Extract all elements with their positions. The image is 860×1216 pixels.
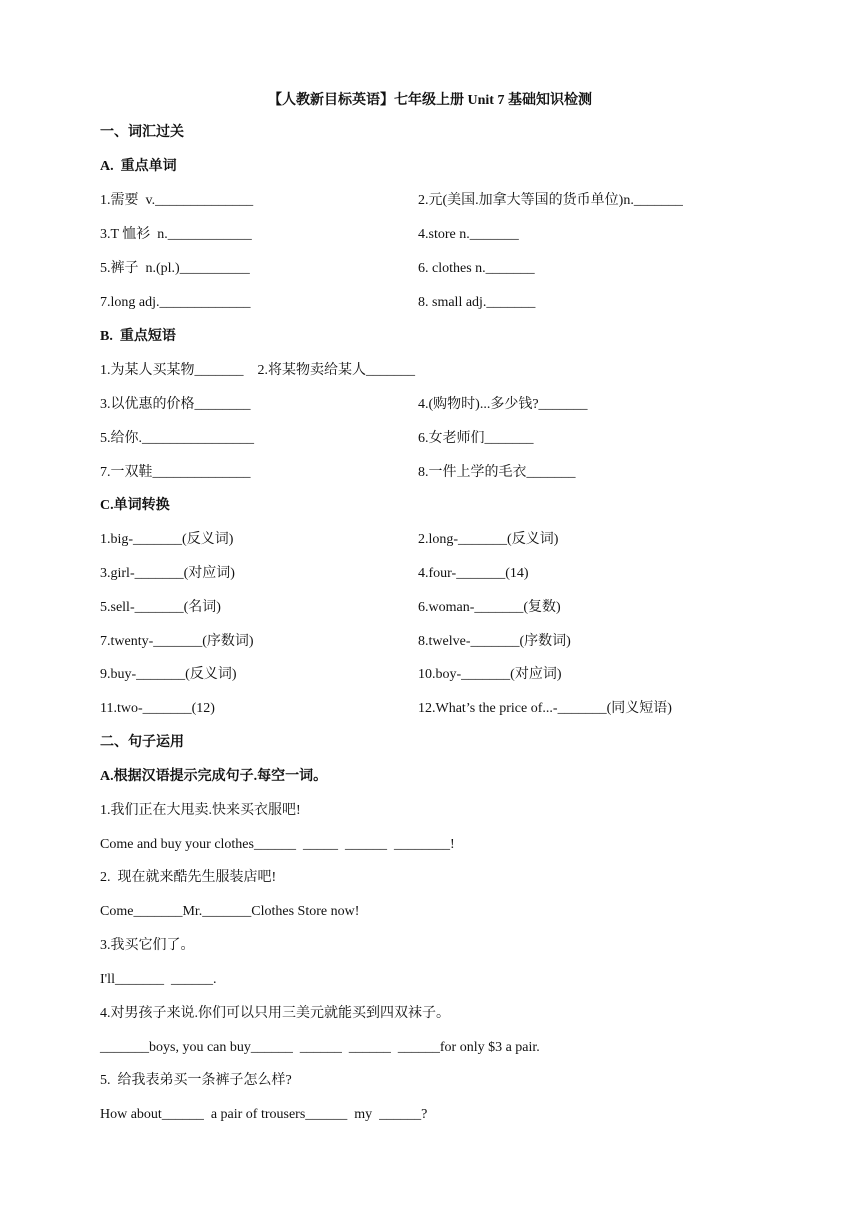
phrase-item: 8.一件上学的毛衣_______ <box>418 465 576 480</box>
sentence-prompt: 5. 给我表弟买一条裤子怎么样? <box>100 1073 292 1088</box>
conversion-item: 7.twenty-_______(序数词) <box>100 634 254 649</box>
subsection-complete-sentences-heading: A.根据汉语提示完成句子.每空一词。 <box>100 769 328 784</box>
phrase-item: 3.以优惠的价格________ <box>100 397 251 412</box>
sentence-prompt: 1.我们正在大甩卖.快来买衣服吧! <box>100 803 301 818</box>
sentence-blank: _______boys, you can buy______ ______ ______ ______for only $3 a pair. <box>100 1040 540 1055</box>
phrase-item: 4.(购物时)...多少钱?_______ <box>418 397 588 412</box>
conversion-item: 1.big-_______(反义词) <box>100 532 234 547</box>
sentence-prompt: 4.对男孩子来说.你们可以只用三美元就能买到四双袜子。 <box>100 1006 450 1021</box>
word-item: 2.元(美国.加拿大等国的货币单位)n._______ <box>418 193 683 208</box>
word-item: 4.store n._______ <box>418 227 519 242</box>
subsection-word-conversion-heading: C.单词转换 <box>100 498 170 513</box>
conversion-item: 12.What’s the price of...-_______(同义短语) <box>418 701 672 716</box>
subsection-key-phrases-heading: B. 重点短语 <box>100 329 176 344</box>
word-item: 6. clothes n._______ <box>418 261 535 276</box>
conversion-item: 6.woman-_______(复数) <box>418 600 561 615</box>
sentence-prompt: 2. 现在就来酷先生服装店吧! <box>100 870 277 885</box>
conversion-item: 11.two-_______(12) <box>100 701 215 716</box>
conversion-item: 10.boy-_______(对应词) <box>418 667 562 682</box>
document-title: 【人教新目标英语】七年级上册 Unit 7 基础知识检测 <box>268 93 592 108</box>
conversion-item: 3.girl-_______(对应词) <box>100 566 235 581</box>
conversion-item: 4.four-_______(14) <box>418 566 529 581</box>
conversion-item: 2.long-_______(反义词) <box>418 532 559 547</box>
phrase-item: 1.为某人买某物_______ 2.将某物卖给某人_______ <box>100 363 415 378</box>
word-item: 1.需要 v.______________ <box>100 193 254 208</box>
sentence-prompt: 3.我买它们了。 <box>100 938 195 953</box>
conversion-item: 8.twelve-_______(序数词) <box>418 634 571 649</box>
subsection-key-words-heading: A. 重点单词 <box>100 159 177 174</box>
phrase-item: 6.女老师们_______ <box>418 431 534 446</box>
conversion-item: 9.buy-_______(反义词) <box>100 667 237 682</box>
word-item: 3.T 恤衫 n.____________ <box>100 227 252 242</box>
sentence-blank: Come and buy your clothes______ _____ ______ ________! <box>100 837 455 852</box>
section-sentences-heading: 二、句子运用 <box>100 735 184 750</box>
conversion-item: 5.sell-_______(名词) <box>100 600 221 615</box>
phrase-item: 5.给你.________________ <box>100 431 254 446</box>
word-item: 7.long adj._____________ <box>100 295 251 310</box>
sentence-blank: Come_______Mr._______Clothes Store now! <box>100 904 360 919</box>
sentence-blank: How about______ a pair of trousers______ my ______? <box>100 1107 428 1122</box>
section-vocabulary-heading: 一、词汇过关 <box>100 125 184 140</box>
word-item: 8. small adj._______ <box>418 295 536 310</box>
sentence-blank: I'll_______ ______. <box>100 972 217 987</box>
word-item: 5.裤子 n.(pl.)__________ <box>100 261 250 276</box>
phrase-item: 7.一双鞋______________ <box>100 465 251 480</box>
